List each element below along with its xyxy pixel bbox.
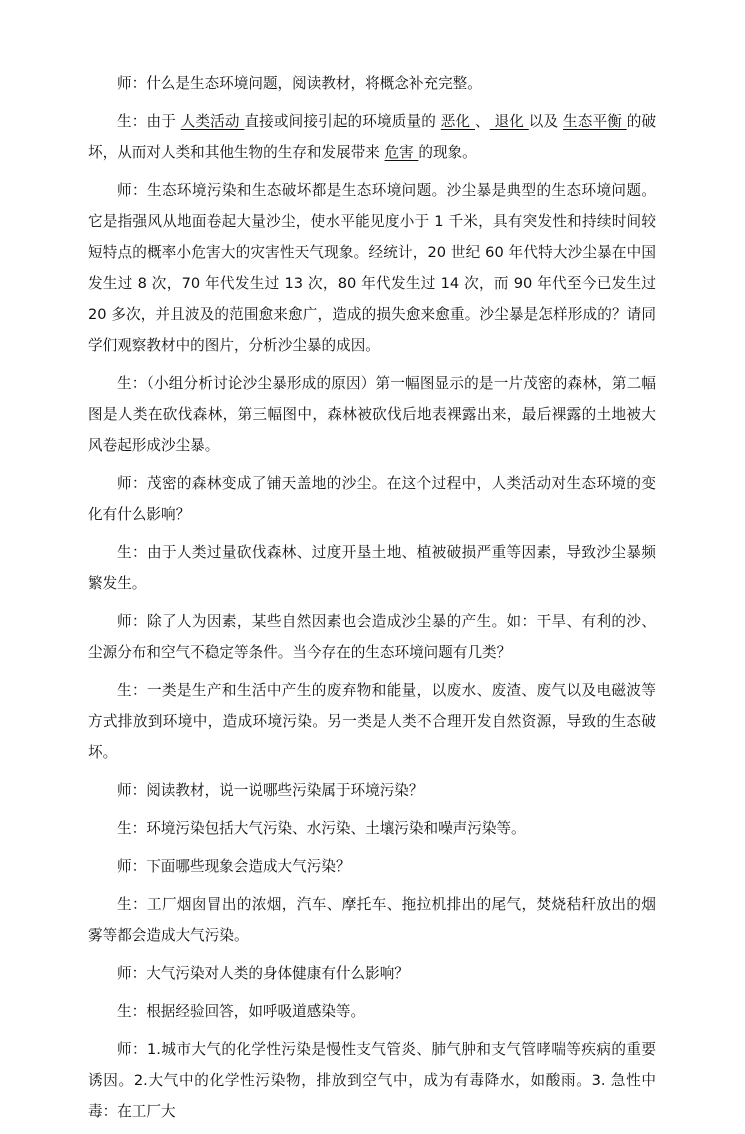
fill-blank-5: 危害 xyxy=(384,144,419,161)
fill-text-5: 的破坏，从而对人类和其他生物的生存和发展带来 xyxy=(88,113,657,161)
fill-text-2: 直接或间接引起的环境质量的 xyxy=(244,113,441,130)
paragraph-7: 师：除了人为因素，某些自然因素也会造成沙尘暴的产生。如：干旱、有利的沙、尘源分布和空气不稳定等条件。当今存在的生态环境问题有几类？ xyxy=(88,613,656,661)
paragraph-9: 师：阅读教材，说一说哪些污染属于环境污染？ xyxy=(117,782,424,799)
fill-text-6: 的现象。 xyxy=(418,144,477,161)
fill-blank-3: 退化 xyxy=(489,113,529,130)
fill-blank-4: 生态平衡 xyxy=(563,113,627,130)
paragraph-12: 生：工厂烟囱冒出的浓烟，汽车、摩托车、拖拉机排出的尾气，焚烧秸秆放出的烟雾等都会造成大气污染。 xyxy=(88,896,656,944)
fill-blank-1: 人类活动 xyxy=(180,113,245,130)
paragraph-15: 师：1.城市大气的化学性污染是慢性支气管炎、肺气肿和支气管哮喘等疾病的重要诱因。2.大气中的化学性污染物，排放到空气中，成为有毒降水，如酸雨。3. 急性中毒：在工厂大 xyxy=(88,1041,656,1120)
paragraph-5: 师：茂密的森林变成了铺天盖地的沙尘。在这个过程中，人类活动对生态环境的变化有什么影响？ xyxy=(88,475,656,523)
paragraph-3: 师：生态环境污染和生态破坏都是生态环境问题。沙尘暴是典型的生态环境问题。它是指强风从地面卷起大量沙尘，使水平能见度小于 1 千米，具有突发性和持续时间较短特点的概率小危害大的灾害性天气现象。经统计，20 世纪 60 年代特大沙尘暴在中国发生过 8 次，70 年代发生过 13 次，80 年代发生过 14 次，而 90 年代至今已发生过 20 多次，并且波及的范围愈来愈广，造成的损失愈来愈重。沙尘暴是怎样形成的？请同学们观察教材中的图片，分析沙尘暴的成因。 xyxy=(88,182,656,354)
fill-text-1: 生：由于 xyxy=(117,113,181,130)
paragraph-11: 师：下面哪些现象会造成大气污染？ xyxy=(117,858,351,875)
fill-text-4: 以及 xyxy=(528,113,563,130)
paragraph-1: 师：什么是生态环境问题，阅读教材，将概念补充完整。 xyxy=(117,75,482,92)
paragraph-2-fill-in xyxy=(88,106,656,168)
paragraph-14: 生：根据经验回答，如呼吸道感染等。 xyxy=(117,1003,366,1020)
paragraph-8: 生：一类是生产和生活中产生的废弃物和能量，以废水、废渣、废气以及电磁波等方式排放到环境中，造成环境污染。另一类是人类不合理开发自然资源，导致的生态破坏。 xyxy=(88,682,656,761)
paragraph-6: 生：由于人类过量砍伐森林、过度开垦土地、植被破损严重等因素，导致沙尘暴频繁发生。 xyxy=(88,544,656,592)
fill-blank-2: 恶化 xyxy=(440,113,475,130)
paragraph-13: 师：大气污染对人类的身体健康有什么影响？ xyxy=(117,965,409,982)
paragraph-10: 生：环境污染包括大气污染、水污染、土壤污染和噪声污染等。 xyxy=(117,820,526,837)
paragraph-4: 生：（小组分析讨论沙尘暴形成的原因）第一幅图显示的是一片茂密的森林，第二幅图是人类在砍伐森林，第三幅图中，森林被砍伐后地表裸露出来，最后裸露的土地被大风卷起形成沙尘暴。 xyxy=(88,375,656,454)
fill-text-3: 、 xyxy=(474,113,490,130)
document-body xyxy=(88,68,656,1134)
